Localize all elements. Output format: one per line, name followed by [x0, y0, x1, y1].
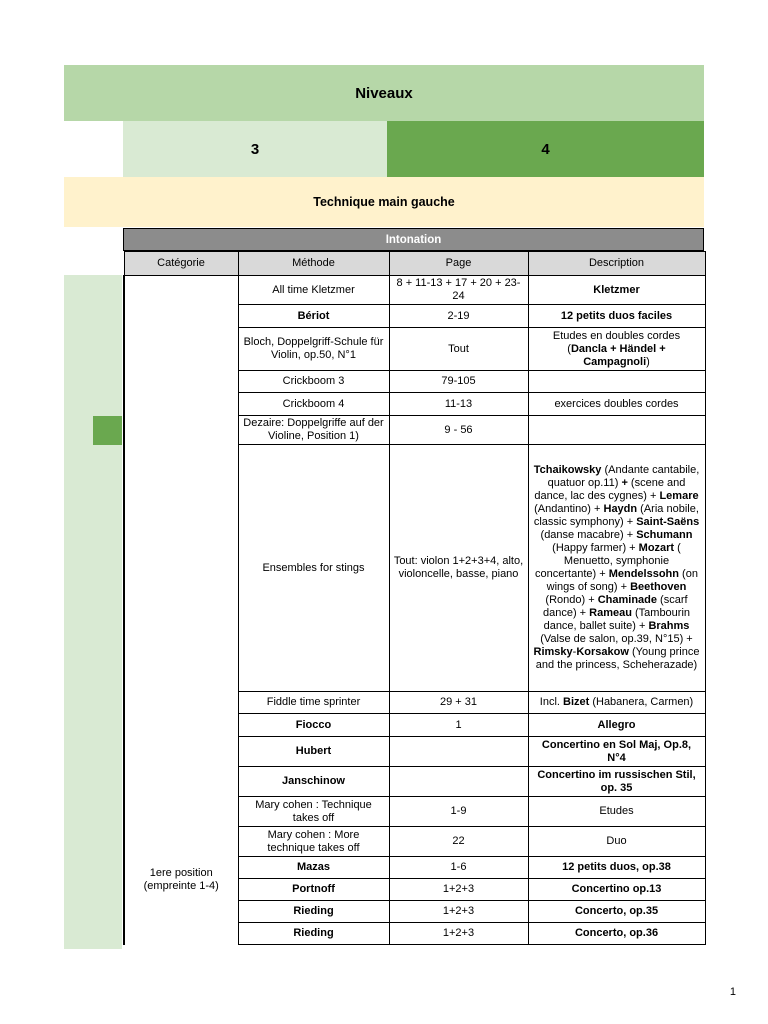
description-fragment: Lemare: [659, 490, 699, 502]
table-header-row: [124, 252, 705, 276]
description-fragment: -: [572, 646, 577, 658]
description-fragment: (on wings of song) +: [546, 568, 698, 593]
page-cell: 1: [389, 714, 528, 737]
methode-cell: Fiocco: [238, 714, 389, 737]
description-cell: [528, 328, 705, 371]
page-cell: 29 + 31: [389, 692, 528, 714]
methode-cell: Mary cohen : More technique takes off: [238, 827, 389, 857]
page-cell: Tout: [389, 328, 528, 371]
methode-cell: All time Kletzmer: [238, 276, 389, 305]
level-3-header: 3: [123, 121, 387, 177]
page-number: 1: [729, 986, 736, 998]
page-cell: 79-105: [389, 371, 528, 393]
page-cell: Tout: violon 1+2+3+4, alto, violoncelle, basse, piano: [389, 445, 528, 692]
description-fragment: Korsakow: [576, 646, 629, 658]
category-line: 1ere position: [149, 866, 213, 879]
page-cell: 2-19: [389, 305, 528, 328]
niveaux-header: Niveaux: [64, 65, 704, 121]
description-cell: Concertino im russischen Stil, op. 35: [528, 767, 705, 797]
methode-cell: Rieding: [238, 923, 389, 945]
page-cell: 1+2+3: [389, 923, 528, 945]
description-fragment: Haydn: [603, 503, 638, 515]
description-fragment: Mendelssohn: [608, 568, 679, 580]
description-cell: exercices doubles cordes: [528, 393, 705, 416]
category-cell: [124, 276, 238, 945]
description-fragment: (Valse de salon, op.39, N°15) +: [540, 633, 693, 645]
description-cell: Concertino en Sol Maj, Op.8, N°4: [528, 737, 705, 767]
section-title: Technique main gauche: [64, 177, 704, 227]
col-header-methode: Méthode: [238, 252, 389, 276]
description-cell: [528, 416, 705, 445]
description-fragment: Incl.: [539, 696, 563, 708]
description-fragment: Beethoven: [630, 581, 687, 593]
description-fragment: (Happy farmer) +: [552, 542, 639, 554]
page-cell: 1-9: [389, 797, 528, 827]
description-cell: [528, 445, 705, 692]
description-fragment: Schumann: [636, 529, 693, 541]
description-fragment: Saint-Saëns: [636, 516, 700, 528]
description-fragment: Etudes en doubles cordes (: [552, 329, 681, 355]
description-fragment: Dancla + Händel + Campagnoli: [570, 342, 666, 368]
description-fragment: Rimsky: [533, 646, 573, 658]
description-fragment: Bizet: [563, 696, 590, 708]
description-cell: Etudes: [528, 797, 705, 827]
methode-cell: Rieding: [238, 901, 389, 923]
col-header-description: Description: [528, 252, 705, 276]
description-cell: [528, 692, 705, 714]
description-fragment: (Aria nobile, classic symphony) +: [533, 503, 699, 528]
description-fragment: (Andantino) +: [534, 503, 604, 515]
table-row: [124, 276, 705, 305]
page-cell: 8 + 11-13 + 17 + 20 + 23-24: [389, 276, 528, 305]
description-cell: Concerto, op.36: [528, 923, 705, 945]
description-cell: Allegro: [528, 714, 705, 737]
category-line: (empreinte 1-4): [143, 879, 219, 892]
methode-cell: Janschinow: [238, 767, 389, 797]
page-cell: [389, 737, 528, 767]
description-fragment: (Tambourin dance, ballet suite) +: [543, 607, 691, 632]
description-fragment: (Rondo) +: [545, 594, 598, 606]
page-cell: 1+2+3: [389, 901, 528, 923]
methode-cell: Fiddle time sprinter: [238, 692, 389, 714]
page-cell: 1+2+3: [389, 879, 528, 901]
description-fragment: (Andante cantabile, quatuor op.11): [547, 464, 700, 489]
description-fragment: (danse macabre) +: [540, 529, 637, 541]
description-fragment: ): [646, 355, 650, 368]
description-fragment: Chaminade: [597, 594, 657, 606]
description-fragment: (Habanera, Carmen): [589, 696, 694, 708]
methode-cell: Mazas: [238, 857, 389, 879]
level-band: [64, 275, 122, 949]
methode-cell: Hubert: [238, 737, 389, 767]
description-fragment: (scarf dance) +: [542, 594, 688, 619]
methode-cell: Ensembles for stings: [238, 445, 389, 692]
description-fragment: (Young prince and the princess, Scheherazade): [535, 646, 700, 671]
group-title: Intonation: [123, 228, 704, 251]
methode-cell: Mary cohen : Technique takes off: [238, 797, 389, 827]
method-table: [123, 251, 706, 945]
page-cell: 11-13: [389, 393, 528, 416]
description-cell: [528, 371, 705, 393]
description-cell: Concertino op.13: [528, 879, 705, 901]
description-fragment: Tchaikowsky: [533, 464, 602, 476]
description-cell: 12 petits duos, op.38: [528, 857, 705, 879]
page-cell: 22: [389, 827, 528, 857]
description-fragment: ( Menuetto, symphonie concertante) +: [535, 542, 681, 580]
page-cell: 1-6: [389, 857, 528, 879]
methode-cell: Crickboom 4: [238, 393, 389, 416]
description-fragment: Rameau: [589, 607, 632, 619]
methode-cell: Bloch, Doppelgriff-Schule für Violin, op.50, N°1: [238, 328, 389, 371]
col-header-page: Page: [389, 252, 528, 276]
description-fragment: Mozart: [638, 542, 675, 554]
level-marker: [93, 416, 122, 445]
description-cell: Concerto, op.35: [528, 901, 705, 923]
col-header-categorie: Catégorie: [124, 252, 238, 276]
page-cell: [389, 767, 528, 797]
description-cell: Kletzmer: [528, 276, 705, 305]
description-fragment: Brahms: [648, 620, 690, 632]
description-fragment: (scene and dance, lac des cygnes) +: [534, 477, 686, 502]
description-cell: Duo: [528, 827, 705, 857]
description-fragment: +: [621, 477, 628, 489]
methode-cell: Crickboom 3: [238, 371, 389, 393]
level-4-header: 4: [387, 121, 704, 177]
description-cell: 12 petits duos faciles: [528, 305, 705, 328]
page-cell: 9 - 56: [389, 416, 528, 445]
methode-cell: Portnoff: [238, 879, 389, 901]
methode-cell: Dezaire: Doppelgriffe auf der Violine, Position 1): [238, 416, 389, 445]
methode-cell: Bériot: [238, 305, 389, 328]
